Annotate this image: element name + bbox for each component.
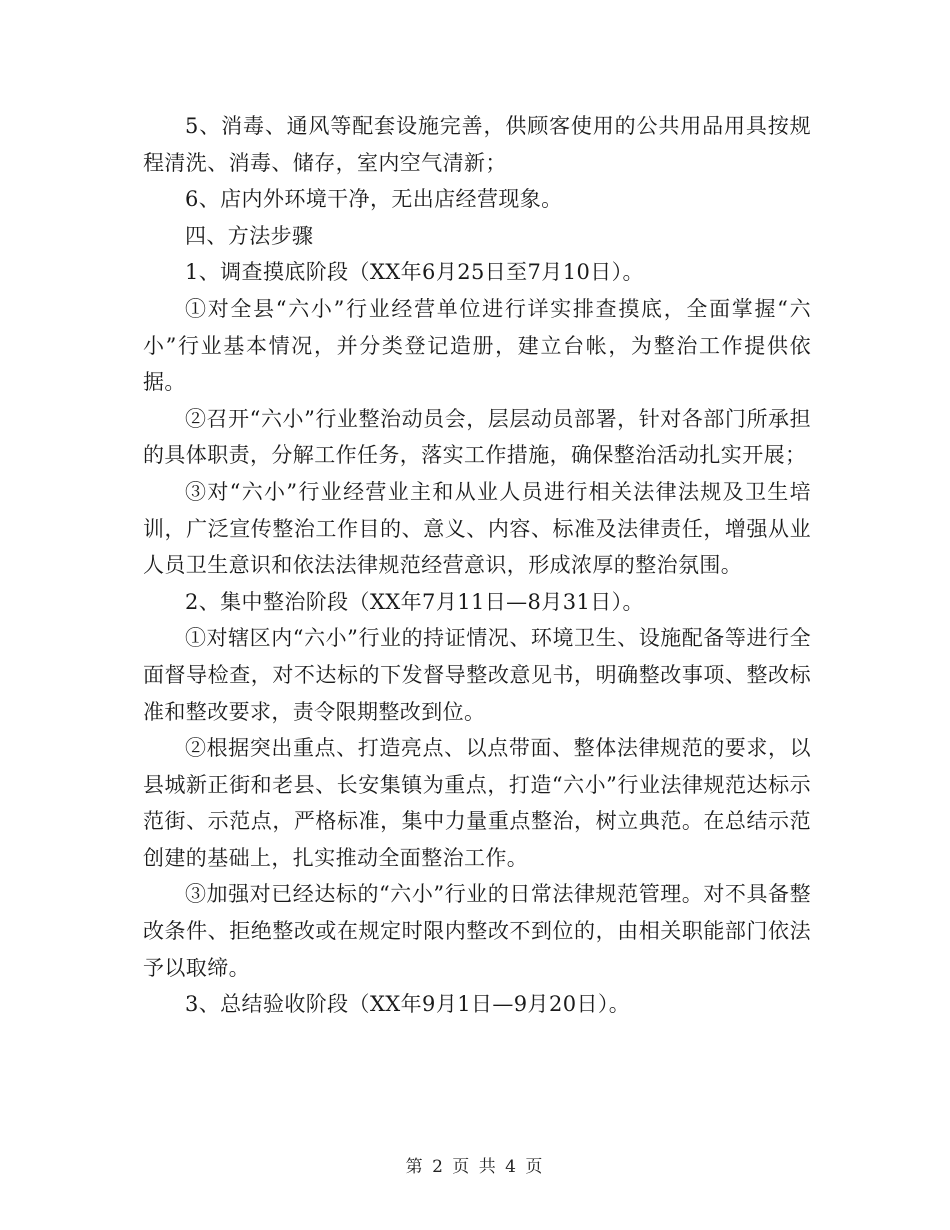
paragraph-survey-stage: 1、调查摸底阶段（XX年6月25日至7月10日）。 [185,260,644,285]
paragraph-survey-item-1: ①对全县“六小”行业经营单位进行详实排查摸底，全面掌握“六小”行业基本情况，并分类登记造册，建立台帐，为整治工作提供依据。 [143,296,811,395]
document-body [143,108,811,1023]
page-number-footer: 第 2 页 共 4 页 [405,1157,545,1177]
paragraph-survey-item-3: ③对“六小”行业经营业主和从业人员进行相关法律法规及卫生培训，广泛宣传整治工作目的、意义、内容、标准及法律责任，增强从业人员卫生意识和依法法律规范经营意识，形成浓厚的整治氛围。 [143,479,811,578]
paragraph-survey-item-2: ②召开“六小”行业整治动员会，层层动员部署，针对各部门所承担的具体职责，分解工作任务，落实工作措施，确保整治活动扎实开展； [143,406,811,468]
paragraph-facilities-standard: 5、消毒、通风等配套设施完善，供顾客使用的公共用品用具按规程清洗、消毒、储存，室内空气清新； [143,114,811,175]
paragraph-acceptance-stage: 3、总结验收阶段（XX年9月1日—9月20日）。 [185,992,631,1017]
paragraph-rectification-item-2: ②根据突出重点、打造亮点、以点带面、整体法律规范的要求，以县城新正街和老县、长安集镇为重点，打造“六小”行业法律规范达标示范街、示范点，严格标准，集中力量重点整治，树立典范。在总结示范创建的基础上，扎实推动全面整治工作。 [143,736,811,870]
paragraph-environment-standard: 6、店内外环境干净，无出店经营现象。 [185,187,563,212]
paragraph-rectification-item-3: ③加强对已经达标的“六小”行业的日常法律规范管理。对不具备整改条件、拒绝整改或在规定时限内整改不到位的，由相关职能部门依法予以取缔。 [143,882,811,980]
paragraph-rectification-stage: 2、集中整治阶段（XX年7月11日—8月31日）。 [185,589,644,614]
section-heading-method-steps: 四、方法步骤 [185,223,314,248]
paragraph-rectification-item-1: ①对辖区内“六小”行业的持证情况、环境卫生、设施配备等进行全面督导检查，对不达标的下发督导整改意见书，明确整改事项、整改标准和整改要求，责令限期整改到位。 [143,626,811,724]
